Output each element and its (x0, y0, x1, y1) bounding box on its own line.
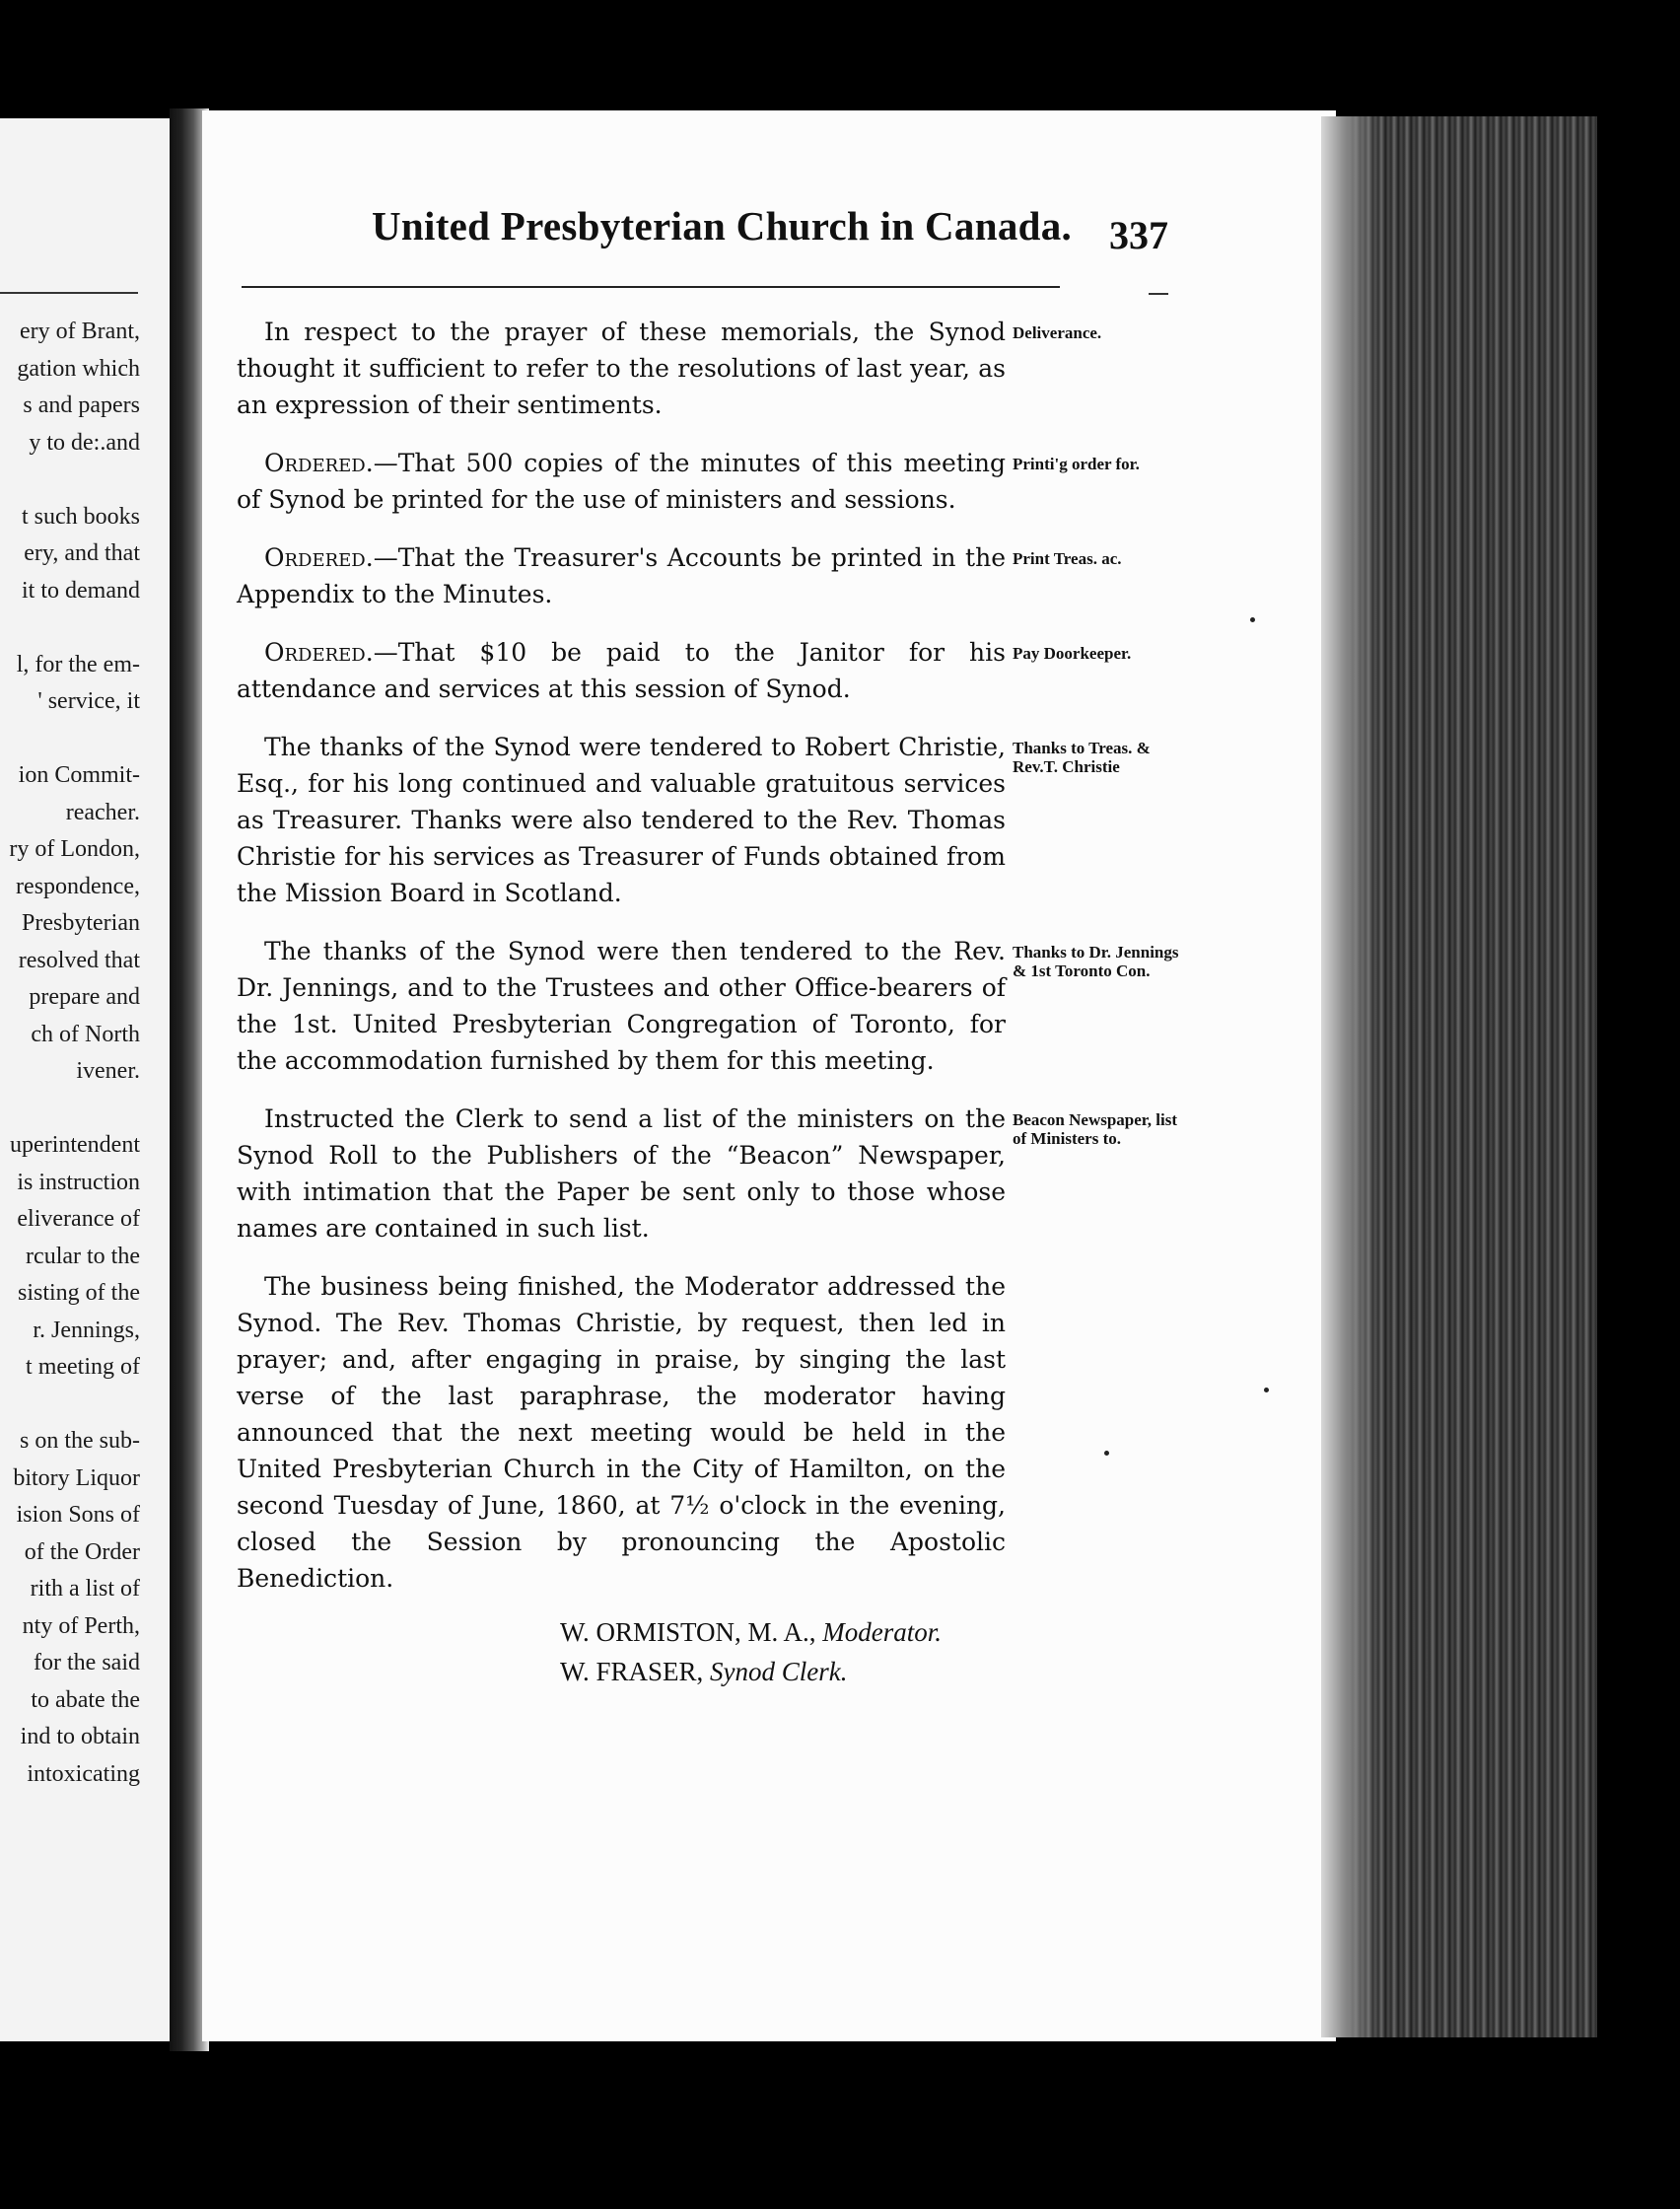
header-rule (242, 286, 1060, 288)
left-page-line: rith a list of (30, 1576, 140, 1602)
paragraph-lead: Ordered. (264, 449, 374, 477)
left-page-line (9, 1387, 140, 1424)
margin-note: Thanks to Treas. & Rev.T. Christie (1013, 739, 1151, 776)
left-page-line: reacher. (65, 799, 140, 825)
left-page-rule (0, 292, 138, 294)
left-page-line: Presbyterian (22, 910, 140, 936)
left-page-line (9, 609, 140, 647)
left-facing-page (0, 118, 170, 2041)
margin-note: Thanks to Dr. Jennings & 1st Toronto Con. (1013, 943, 1179, 980)
margin-note: Pay Doorkeeper. (1013, 644, 1132, 663)
signature-line (560, 1652, 848, 1691)
left-page-text (9, 314, 140, 1793)
left-page-line (9, 462, 140, 499)
running-title: United Presbyterian Church in Canada. (372, 203, 1073, 249)
left-page-line: s and papers (23, 392, 140, 418)
left-page-line: eliverance of (17, 1206, 140, 1232)
paragraph-text: —That $10 be paid to the Janitor for his attendance and services at this session of Synod. (237, 638, 1006, 703)
paragraph (237, 445, 1006, 518)
left-page-line: ry of London, (9, 836, 140, 862)
left-page-line: ion Commit- (18, 762, 140, 788)
print-speck (1250, 617, 1255, 622)
left-page-line: uperintendent (10, 1132, 140, 1158)
page-number: 337 (1109, 213, 1168, 257)
page-body (237, 314, 1006, 1618)
left-page-line: respondence, (16, 873, 140, 899)
paragraph (237, 729, 1006, 911)
signature-role: Moderator. (822, 1617, 943, 1647)
margin-note: Deliverance. (1013, 323, 1102, 342)
print-speck (1104, 1451, 1109, 1456)
left-page-line: ch of North (31, 1021, 140, 1047)
paragraph (237, 314, 1006, 423)
left-page-line: y to de:.and (29, 429, 140, 456)
left-page-line: rcular to the (26, 1243, 140, 1269)
margin-note: Print Treas. ac. (1013, 549, 1122, 568)
left-page-line (9, 721, 140, 758)
left-page-line: for the said (34, 1650, 140, 1675)
left-page-line: ery of Brant, (20, 319, 140, 344)
left-page-line: it to demand (22, 577, 140, 604)
paragraph-lead: Ordered. (264, 638, 374, 667)
header-rule-short (1149, 293, 1168, 295)
paragraph-text: Instructed the Clerk to send a list of the ministers on the Synod Roll to the Publishers of the “Beacon” Newspaper, with intimation that the Paper be sent only to those whose names are contained in such list. (237, 1104, 1006, 1243)
left-page-line: t such books (22, 503, 140, 530)
left-page-line: l, for the em- (16, 651, 140, 677)
left-page-line: t meeting of (26, 1354, 140, 1380)
paragraph-text: The business being finished, the Moderator addressed the Synod. The Rev. Thomas Christie, by request, then led in prayer; and, after engaging in praise, by singing the last verse of the last paraphrase, the moderator having announced that the next meeting would be held in the United Presbyterian Church in the City of Hamilton, on the second Tuesday of June, 1860, at 7½ o'clock in the evening, closed the Session by pronouncing the Apostolic Benediction. (237, 1272, 1006, 1593)
left-page-line: bitory Liquor (13, 1464, 140, 1491)
left-page-line: ery, and that (24, 540, 140, 566)
left-page-line: ' service, it (37, 688, 140, 714)
paragraph (237, 539, 1006, 612)
left-page-line: nty of Perth, (22, 1612, 140, 1639)
left-page-line: ind to obtain (20, 1724, 140, 1749)
left-page-line: gation which (17, 355, 140, 382)
paragraph (237, 634, 1006, 707)
paragraph (237, 1268, 1006, 1597)
running-header (372, 202, 1072, 249)
paragraph-text: The thanks of the Synod were tendered to Robert Christie, Esq., for his long continued and valuable gratuitous services as Treasurer. Thanks were also tendered to the Rev. Thomas Christie for his services as Treasurer of Funds obtained from the Mission Board in Scotland. (237, 733, 1006, 907)
paragraph-lead: Ordered. (264, 543, 374, 572)
paragraph-text: In respect to the prayer of these memorials, the Synod thought it sufficient to refer to the resolutions of last year, as an expression of their sentiments. (237, 318, 1006, 419)
paragraph (237, 933, 1006, 1079)
left-page-line: s on the sub- (20, 1428, 140, 1454)
left-page-line: of the Order (24, 1538, 140, 1565)
left-page-line: sisting of the (18, 1280, 140, 1306)
margin-note: Printi'g order for. (1013, 455, 1140, 473)
left-page-line: intoxicating (27, 1760, 140, 1787)
signature-role: Synod Clerk. (710, 1657, 848, 1686)
left-page-line: r. Jennings, (33, 1317, 140, 1343)
left-page-line: prepare and (29, 984, 140, 1010)
left-page-line: ivener. (76, 1058, 140, 1084)
left-page-line: ision Sons of (16, 1502, 140, 1528)
signature-name: W. FRASER, (560, 1657, 711, 1686)
left-page-line: to abate the (31, 1686, 140, 1713)
paragraph (237, 1101, 1006, 1247)
signature-line (560, 1612, 942, 1652)
left-page-line (9, 1091, 140, 1128)
paragraph-text: —That 500 copies of the minutes of this meeting of Synod be printed for the use of ministers and sessions. (237, 449, 1006, 514)
page-edge-shadow (1321, 116, 1380, 2037)
left-page-line: resolved that (18, 947, 140, 973)
paragraph-text: The thanks of the Synod were then tendered to the Rev. Dr. Jennings, and to the Trustees and other Office-bearers of the 1st. United Presbyterian Congregation of Toronto, for the accommodation furnished by them for this meeting. (237, 937, 1006, 1075)
margin-note: Beacon Newspaper, list of Ministers to. (1013, 1110, 1178, 1148)
paragraph-text: —That the Treasurer's Accounts be printed in the Appendix to the Minutes. (237, 543, 1006, 608)
signature-name: W. ORMISTON, M. A., (560, 1617, 823, 1647)
print-speck (1264, 1388, 1269, 1392)
left-page-line: is instruction (17, 1169, 140, 1195)
